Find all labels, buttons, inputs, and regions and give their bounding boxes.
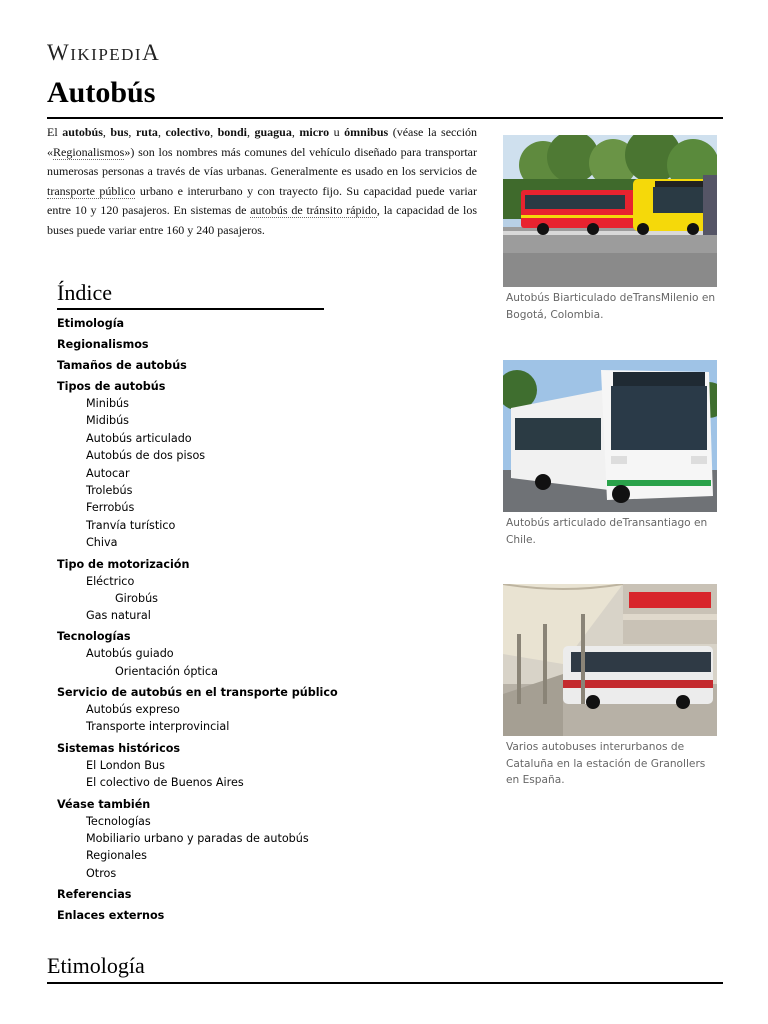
toc-item-label[interactable]: Regionalismos [57,338,149,351]
toc-sublist [86,590,477,607]
link-autobus-transito-rapido[interactable]: autobús de tránsito rápido [250,203,377,217]
link-regionalismos[interactable]: Regionalismos [53,144,125,159]
toc-subitem[interactable] [57,813,477,830]
caption-transantiago: Autobús articulado deTransantiago en Chile. [506,517,708,546]
toc-item[interactable] [57,886,477,903]
term-colectivo: colectivo [165,125,211,139]
intro-text: , [157,125,166,139]
toc-subitem[interactable] [57,757,477,774]
toc-item[interactable] [57,684,477,736]
term-bus: bus [110,125,129,139]
toc-subitem-label[interactable]: El colectivo de Buenos Aires [86,776,244,790]
logo-middle-letters: IKIPEDI [70,45,143,64]
section-divider [47,982,723,984]
toc-item[interactable] [57,907,477,924]
toc-subitem-label[interactable]: Chiva [86,536,118,550]
toc-sublist [86,663,477,680]
toc-item[interactable] [57,378,477,552]
toc-item[interactable] [57,336,477,353]
toc-subitem-label[interactable]: Ferrobús [86,501,135,515]
toc-subsubitem[interactable]: Girobús [115,592,158,606]
toc-subitem-label[interactable]: Autocar [86,466,130,480]
term-ruta: ruta [135,125,158,139]
toc-item-label[interactable]: Sistemas históricos [57,741,181,755]
toc-subitem[interactable] [57,499,477,516]
toc-sublist [57,645,477,679]
toc-list [57,315,477,924]
toc-subitem[interactable] [57,774,477,791]
toc-subitem[interactable] [57,607,477,624]
image-granollers-station[interactable] [503,584,717,736]
intro-text: , la capacidad de los buses puede variar entre 160 y 240 pasajeros. [47,203,477,237]
toc-subitem[interactable] [57,847,477,864]
toc-item[interactable] [57,315,477,332]
intro-text: , [210,125,218,139]
toc-sublist [57,573,477,625]
intro-text: , [128,125,136,139]
toc-subitem[interactable] [57,645,477,679]
toc-sublist [57,757,477,792]
toc-item-label[interactable]: Etimología [57,317,125,330]
intro-text: urbano e interurbano y con trayecto fijo. Su capacidad puede variar entre 10 y 120 pasajeros. En sistemas de [47,183,477,217]
toc-subitem-label[interactable]: Mobiliario urbano y paradas de autobús [86,831,309,845]
toc-item[interactable] [57,357,477,374]
toc-item-label[interactable]: Tipo de motorización [57,557,190,571]
toc-sublist [57,813,477,883]
page-title: Autobús [47,76,156,109]
toc-subitem-label[interactable]: Transporte interprovincial [86,720,230,734]
toc-item-label[interactable]: Servicio de autobús en el transporte público [57,685,338,699]
toc-item[interactable] [57,740,477,792]
toc-subitem[interactable] [57,718,477,735]
toc-subitem-label[interactable]: Autobús articulado [86,431,192,445]
wikipedia-logo[interactable] [47,40,160,66]
toc-item[interactable] [57,628,477,679]
toc-item[interactable] [57,796,477,883]
toc-subitem-label[interactable]: Tecnologías [86,814,151,828]
caption-transmilenio: Autobús Biarticulado deTransMilenio en Bogotá, Colombia. [506,292,716,321]
toc-subitem-label[interactable]: Otros [86,866,117,880]
intro-text: ») son los nombres más comunes del vehículo diseñado para transportar numerosas personas a través de vías urbanas. Generalmente es usado en los servicios de [47,144,477,178]
toc-item-label[interactable]: Enlaces externos [57,909,165,923]
toc-subitem-label[interactable]: Minibús [86,397,129,410]
logo-first-letter: W [47,40,71,65]
image-transmilenio-bus[interactable] [503,135,717,287]
toc-subitem-label[interactable]: Tranvía turístico [86,518,176,532]
toc-item-label[interactable]: Referencias [57,888,132,902]
toc-subitem[interactable] [57,430,477,447]
toc-item-label[interactable]: Tipos de autobús [57,380,166,393]
toc-subitem-label[interactable]: Trolebús [86,484,133,498]
intro-text: (véase la sección « [47,125,478,159]
toc-subitem-label[interactable]: Autobús expreso [86,702,180,716]
toc-divider [57,308,324,310]
toc-subsubitem[interactable]: Orientación óptica [115,664,218,678]
toc-subitem-label[interactable]: Gas natural [86,609,151,623]
toc-subitem[interactable] [57,447,477,464]
title-divider [47,117,723,119]
toc-subitem[interactable] [57,412,477,429]
toc-subitem[interactable] [57,573,477,607]
intro-text: , [291,125,300,139]
toc-sublist [57,701,477,736]
toc-subitem[interactable] [57,534,477,551]
toc-subitem[interactable] [57,830,477,847]
toc-subitem-label[interactable]: Regionales [86,849,147,863]
toc-subitem-label[interactable]: Autobús guiado [86,647,174,661]
toc-item-label[interactable]: Véase también [57,797,151,811]
term-autobus: autobús [62,125,103,139]
intro-paragraph [47,123,477,240]
toc-subitem[interactable] [57,482,477,499]
toc-subitem-label[interactable]: Midibús [86,414,129,428]
toc-sublist [57,395,477,552]
image-transantiago-bus[interactable] [503,360,717,512]
toc-item[interactable] [57,556,477,625]
term-omnibus: ómnibus [344,125,389,139]
intro-text: u [329,125,345,139]
figure-transmilenio [503,135,717,323]
section-heading-etimologia: Etimología [47,953,145,978]
toc-subitem[interactable] [57,465,477,482]
term-guagua: guagua [254,125,292,139]
toc-subitem[interactable] [57,865,477,882]
figure-granollers [503,584,717,789]
term-bondi: bondi [217,125,247,139]
toc-subitem-label[interactable]: El London Bus [86,758,165,772]
intro-text: , [246,125,255,139]
toc-subitem-label[interactable]: Eléctrico [86,574,135,588]
figure-transantiago [503,360,717,548]
link-transporte-publico[interactable]: transporte público [47,183,136,198]
toc-title: Índice [57,280,112,305]
toc-subitem[interactable] [57,395,477,412]
caption-granollers: Varios autobuses interurbanos de Cataluña en la estación de Granollers en España. [506,741,706,786]
toc-subitem-label[interactable]: Autobús de dos pisos [86,449,206,463]
toc-subitem[interactable] [57,701,477,718]
term-micro: micro [299,125,330,139]
table-of-contents [57,278,477,928]
intro-text: El [47,125,63,139]
toc-item-label[interactable]: Tamaños de autobús [57,359,187,372]
intro-text: , [102,125,111,139]
logo-last-letter: A [142,40,161,65]
toc-item-label[interactable]: Tecnologías [57,630,131,644]
toc-subitem[interactable] [57,517,477,534]
